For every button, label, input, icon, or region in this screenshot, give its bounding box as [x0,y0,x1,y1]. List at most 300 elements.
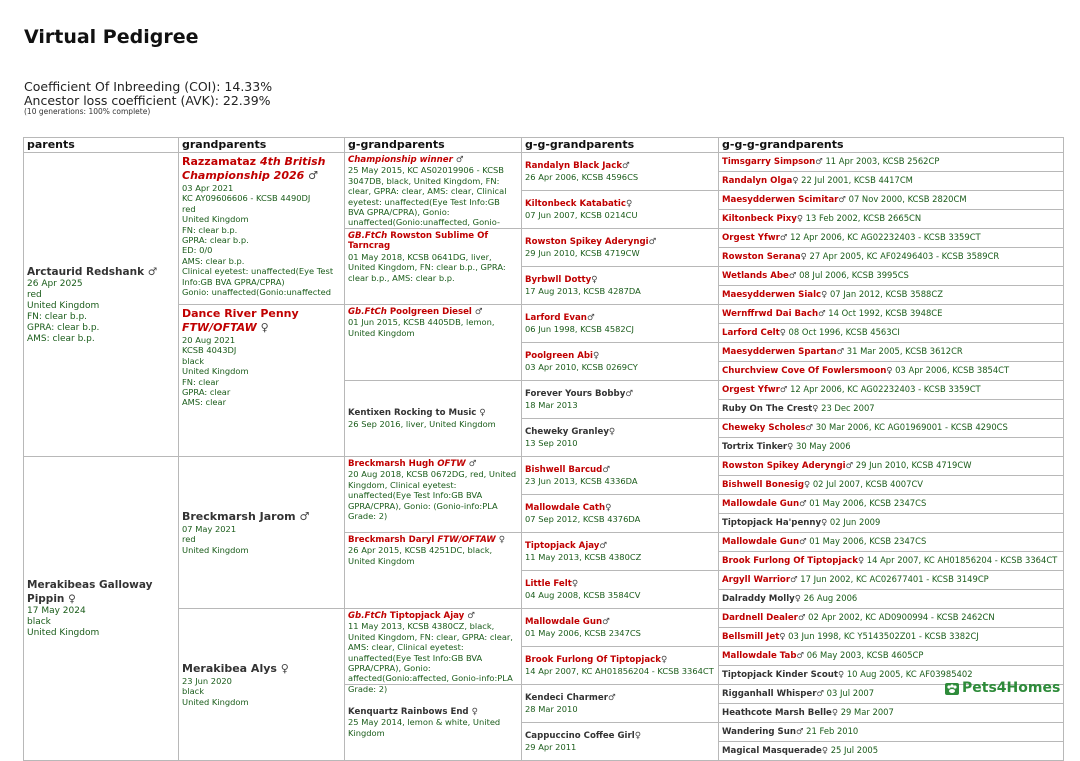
g-g-g-grandparent-cell [719,343,1064,362]
g-g-g-grandparent-block [719,305,1063,323]
g-grandparent-cell [345,153,522,229]
dog-name-link[interactable] [525,389,715,399]
g-g-g-grandparent-block [719,552,1063,570]
dog-details: 02 Jul 2007, KCSB 4007CV [812,479,924,489]
dog-name-link[interactable] [722,442,787,452]
dog-details: 08 Oct 1996, KCSB 4563CI [788,327,900,337]
dog-name-link[interactable] [722,309,818,319]
g-g-grandparent-cell [522,381,719,419]
sex-symbol: ♂ [474,307,483,317]
dog-name-link[interactable] [722,537,799,547]
sex-symbol: ♀ [660,655,668,666]
dog-name: Tiptopjack Ha'penny [722,518,822,528]
dog-name: Forever Yours Bobby [525,389,626,400]
dog-name: Kiltonbeck Katabatic [525,199,626,210]
dog-name-link[interactable] [722,480,804,490]
g-grandparent-block [345,457,521,523]
pedigree-row [24,457,1064,476]
dog-name-link[interactable] [722,157,815,167]
g-grandparent-cell [345,609,522,694]
dog-name: Kendeci Charmer [525,693,608,704]
g-g-grandparent-cell [522,495,719,533]
g-g-g-grandparent-block [719,191,1063,209]
g-g-g-grandparent-block [719,343,1063,361]
g-g-g-grandparent-cell [719,210,1064,229]
sex-symbol: ♂ [625,389,634,400]
dog-name-link[interactable] [182,510,341,524]
dog-name-link[interactable] [722,461,846,471]
dog-name-link[interactable] [722,290,821,300]
dog-name-link[interactable] [348,611,518,621]
dog-details: 06 Jun 1998, KCSB 4582CJ [525,323,634,334]
g-g-g-grandparent-block [719,590,1063,608]
dog-name: Tiptopjack Ajay [525,541,600,552]
dog-name-link[interactable] [348,707,518,717]
g-grandparent-block [345,153,521,228]
sex-symbol: ♀ [779,327,786,337]
dog-name: Mallowdale Cath [525,503,606,514]
sex-symbol: ♂ [308,169,319,182]
dog-name: Ruby On The Crest [722,404,813,414]
dog-name-link[interactable] [722,746,822,756]
dog-name: Mallowdale Tab [722,651,797,661]
sex-symbol: ♂ [599,541,608,552]
dog-details: 17 Jun 2002, KC AC02677401 - KCSB 3149CP [800,574,989,584]
dog-name: Wernffrwd Dai Bach [722,309,819,319]
g-g-grandparent-block [522,539,718,564]
g-g-grandparent-block [522,197,718,222]
g-g-g-grandparent-cell [719,305,1064,324]
dog-detail-line: United Kingdom [182,366,249,377]
dog-detail-line: black [27,617,51,627]
g-g-g-grandparent-cell [719,286,1064,305]
dog-name-link[interactable] [348,535,518,545]
dog-name-link[interactable] [525,731,715,741]
dog-details: 02 Jun 2009 [829,517,881,527]
dog-name: Kiltonbeck Pixy [722,214,797,224]
dog-detail-line: AMS: clear b.p. [182,255,245,266]
dog-name-link[interactable] [722,670,838,680]
g-grandparent-block [345,609,521,694]
g-g-g-grandparent-cell [719,438,1064,457]
dog-details: 14 Apr 2007, KC AH01856204 - KCSB 3364CT [866,555,1058,565]
dog-name-link[interactable] [722,404,812,414]
g-g-grandparent-cell [522,267,719,305]
sex-symbol: ♀ [605,503,612,514]
g-g-g-grandparent-cell [719,191,1064,210]
dog-name: Bellsmill Jet [722,632,780,642]
g-g-g-grandparent-block [719,419,1063,437]
dog-name-link[interactable] [722,195,838,205]
dog-details: 11 May 2013, KCSB 4380CZ, black, United Kingdom, FN: clear, GPRA: clear, AMS: clear, Clinical eyetest: unaffected(Eye Test Info:GB BVA GPRA/CPRA), Gonio: affected(Gonio:affected, Gonio-info:PLA Grade: 2) [348,621,513,694]
grandparent-cell [179,305,345,457]
g-grandparent-cell [345,457,522,533]
g-g-g-grandparent-cell [719,248,1064,267]
pets4homes-logo[interactable] [944,680,1060,696]
dog-name: Magical Masquerade [722,746,822,756]
g-g-grandparent-cell [522,191,719,229]
dog-details: 29 Jun 2010, KCSB 4719CW [855,460,972,470]
dog-name-link[interactable] [182,662,341,676]
g-g-grandparent-block [522,615,718,640]
dog-name: Rowston Spikey Aderyngi [525,237,649,248]
dog-details: 23 Jun 2013, KCSB 4336DA [525,475,638,486]
dog-details: 13 Sep 2010 [525,437,578,448]
dog-details: 13 Feb 2002, KCSB 2665CN [805,213,922,223]
dog-details: 11 May 2013, KCSB 4380CZ [525,551,642,562]
dog-name: Mallowdale Gun [722,499,800,509]
g-g-grandparent-block [522,463,718,488]
paw-icon [944,680,960,696]
pedigree-row [24,153,1064,172]
sex-symbol: ♂ [607,693,616,704]
g-g-g-grandparent-block [719,324,1063,342]
dog-prefix: GB.FtCh [348,231,388,241]
dog-name-link[interactable] [722,423,806,433]
dog-name-link[interactable] [27,265,175,279]
g-g-grandparent-block [522,729,718,754]
g-g-g-grandparent-cell [719,590,1064,609]
dog-details: 22 Jul 2001, KCSB 4417CM [801,175,913,185]
dog-details: 01 May 2006, KCSB 2347CS [525,627,641,638]
col-header-grandparents: grandparents [179,138,345,153]
dog-details: 01 Jun 2015, KCSB 4405DB, lemon, United Kingdom [348,317,495,338]
dog-details: 01 May 2018, KCSB 0641DG, liver, United Kingdom, FN: clear b.p., GPRA: clear b.p., AMS: clear b.p. [348,251,506,283]
dog-name-link[interactable] [525,427,715,437]
g-g-g-grandparent-block [719,647,1063,665]
g-g-grandparent-block [522,691,718,716]
dog-name-link[interactable] [348,155,518,165]
dog-details: 27 Apr 2005, KC AF02496403 - KCSB 3589CR [809,251,1000,261]
g-g-grandparent-cell [522,685,719,723]
parent-block [24,576,178,641]
g-g-g-grandparent-block [719,248,1063,266]
logo-text: Pets4Homes [962,680,1061,696]
dog-name-link[interactable] [722,613,798,623]
g-g-g-grandparent-block [719,438,1063,456]
grandparent-block [179,305,344,410]
g-g-g-grandparent-block [719,495,1063,513]
dog-details: 03 Jun 1998, KC Y5143502Z01 - KCSB 3382CJ [788,631,979,641]
dog-name-link[interactable] [525,541,715,551]
dog-name: Bishwell Bonesig [722,480,804,490]
dog-name-link[interactable] [525,313,715,323]
dog-name: Wetlands Abe [722,271,789,281]
sex-symbol: ♀ [792,175,799,185]
g-g-g-grandparent-block [719,286,1063,304]
dog-name: Byrbwll Dotty [525,275,592,286]
coi-text: Coefficient Of Inbreeding (COI): 14.33% [24,79,273,94]
g-g-g-grandparent-cell [719,647,1064,666]
sex-symbol: ♀ [886,365,893,375]
dog-name-link[interactable] [525,693,715,703]
pedigree-row [24,609,1064,628]
sex-symbol: ♂ [815,156,823,166]
sex-symbol: ♂ [586,313,595,324]
dog-details: 03 Jul 2007 [826,688,875,698]
dog-name-link[interactable] [525,655,715,665]
dog-title: OFTW [437,459,466,469]
dog-name: Wandering Sun [722,727,796,737]
col-header-g-grandparents: g-grandparents [345,138,522,153]
dog-name: Mallowdale Gun [722,537,800,547]
sex-symbol: ♂ [455,155,464,165]
g-grandparent-block [345,305,521,340]
grandparent-cell [179,609,345,761]
dog-name-link[interactable] [525,465,715,475]
dog-name-link[interactable] [722,271,789,281]
sex-symbol: ♀ [831,707,839,717]
dog-name-link[interactable] [348,307,518,317]
g-g-grandparent-block [522,577,718,602]
col-header-g-g-grandparents: g-g-grandparents [522,138,719,153]
dog-name-link[interactable] [722,328,780,338]
dog-name: Argyll Warrior [722,575,791,585]
dog-details: 12 Apr 2006, KC AG02232403 - KCSB 3359CT [790,384,981,394]
g-g-grandparent-block [522,387,718,412]
dog-details: 31 Mar 2005, KCSB 3612CR [846,346,963,356]
dog-name: Randalyn Black Jack [525,161,623,172]
dog-name-link[interactable] [182,307,341,335]
sex-symbol: ♀ [68,593,76,605]
dog-name: Breckmarsh Hugh [348,459,435,469]
dog-name-link[interactable] [348,231,518,252]
dog-name-link[interactable] [525,351,715,361]
sex-symbol: ♀ [796,213,803,223]
parent-cell [24,457,179,761]
g-g-grandparent-block [522,159,718,184]
dog-detail-line: Gonio: unaffected(Gonio:unaffected [182,287,331,298]
g-g-g-grandparent-cell [719,381,1064,400]
g-g-g-grandparent-block [719,628,1063,646]
dog-details: 07 Jun 2007, KCSB 0214CU [525,209,638,220]
dog-name-link[interactable] [182,155,341,183]
dog-name-link[interactable] [525,503,715,513]
sex-symbol: ♂ [779,384,788,394]
sex-symbol: ♀ [838,669,845,679]
dog-name-link[interactable] [722,632,779,642]
g-g-grandparent-block [522,273,718,298]
sex-symbol: ♂ [796,650,805,660]
dog-name: Tiptopjack Ajay [389,611,465,621]
dog-detail-line: 07 May 2021 [182,523,237,534]
g-g-g-grandparent-block [719,476,1063,494]
dog-details: 03 Apr 2010, KCSB 0269CY [525,361,638,372]
g-g-g-grandparent-cell [719,609,1064,628]
dog-detail-line: 03 Apr 2021 [182,183,234,193]
dog-detail-line: 23 Jun 2020 [182,675,232,686]
dog-name-link[interactable] [722,366,886,376]
dog-name-link[interactable] [722,176,792,186]
sex-symbol: ♂ [795,726,804,736]
pedigree-table [23,137,1064,761]
dog-details: 30 May 2006 [795,441,851,451]
g-grandparent-block [345,705,521,740]
sex-symbol: ♀ [625,199,633,210]
dog-details: 12 Apr 2006, KC AG02232403 - KCSB 3359CT [790,232,981,242]
dog-detail-line: 26 Apr 2025 [27,278,83,289]
dog-details: 07 Jan 2012, KCSB 3588CZ [829,289,943,299]
dog-name-link[interactable] [525,237,715,247]
g-g-g-grandparent-cell [719,571,1064,590]
dog-title: 4th British Championship 2026 [182,155,326,182]
g-g-g-grandparent-cell [719,742,1064,761]
sex-symbol: ♀ [591,275,598,286]
dog-detail-line: KCSB 4043DJ [182,345,237,356]
dog-detail-line: 20 Aug 2021 [182,335,236,345]
g-grandparent-block [345,229,521,285]
dog-details: 25 May 2014, lemon & white, United Kingdom [348,717,501,738]
dog-name-link[interactable] [722,518,821,528]
dog-detail-line: United Kingdom [182,214,249,225]
dog-name: Orgest Yfwr [722,385,780,395]
g-g-g-grandparent-block [719,514,1063,532]
dog-detail-line: GPRA: clear b.p. [27,322,100,333]
g-g-g-grandparent-cell [719,400,1064,419]
g-g-g-grandparent-block [719,457,1063,475]
sex-symbol: ♀ [804,479,811,489]
dog-name: Cheweky Scholes [722,423,806,433]
dog-details: 01 May 2006, KCSB 2347CS [809,536,927,546]
dog-name-link[interactable] [348,408,518,418]
sex-symbol: ♀ [800,251,807,261]
dog-name-link[interactable] [525,579,715,589]
g-g-g-grandparent-cell [719,457,1064,476]
dog-name: Dardnell Dealer [722,613,798,623]
dog-name-link[interactable] [722,233,780,243]
g-g-grandparent-block [522,311,718,336]
sex-symbol: ♂ [648,237,657,248]
dog-name: Poolgreen Abi [525,351,593,362]
sex-symbol: ♀ [471,706,478,717]
g-g-g-grandparent-block [719,742,1063,760]
g-g-g-grandparent-cell [719,533,1064,552]
dog-name: Cappuccino Coffee Girl [525,731,635,742]
dog-name: Cheweky Granley [525,427,609,438]
dog-name-link[interactable] [525,617,715,627]
g-g-g-grandparent-block [719,571,1063,589]
dog-detail-line: FN: clear b.p. [27,311,88,322]
dog-name-link[interactable] [722,385,780,395]
sex-symbol: ♀ [280,661,289,675]
dog-details: 11 Apr 2003, KCSB 2562CP [825,156,940,166]
dog-details: 26 Aug 2006 [803,593,858,603]
g-g-grandparent-block [522,349,718,374]
grandparent-cell [179,153,345,305]
dog-details: 21 Feb 2010 [806,726,859,736]
g-g-g-grandparent-cell [719,476,1064,495]
g-g-grandparent-cell [522,229,719,267]
dog-name-link[interactable] [722,727,796,737]
dog-details: 26 Apr 2015, KCSB 4251DC, black, United Kingdom [348,545,493,566]
sex-symbol: ♀ [821,517,828,527]
dog-details: 26 Sep 2016, liver, United Kingdom [348,418,496,429]
dog-detail-line: AMS: clear [182,397,227,408]
dog-detail-line: red [182,534,196,545]
sex-symbol: ♀ [821,289,828,299]
dog-name: Maesydderwen Scimitar [722,195,839,205]
dog-name-link[interactable] [27,578,175,606]
dog-name-link[interactable] [722,689,816,699]
dog-name-link[interactable] [722,214,797,224]
header-row [24,138,1064,153]
g-grandparent-cell [345,229,522,305]
dog-detail-line: United Kingdom [27,300,100,311]
dog-name-link[interactable] [722,594,795,604]
g-g-grandparent-block [522,501,718,526]
dog-name: Brook Furlong Of Tiptopjack [525,655,661,666]
g-g-g-grandparent-block [719,400,1063,418]
dog-name: Kentixen Rocking to Music [348,408,477,419]
g-g-g-grandparent-cell [719,153,1064,172]
dog-name-link[interactable] [722,651,797,661]
avk-text: Ancestor loss coefficient (AVK): 22.39% [24,93,271,108]
generations-note: (10 generations: 100% complete) [24,107,151,116]
g-g-grandparent-cell [522,609,719,647]
dog-name: Kenquartz Rainbows End [348,706,469,717]
g-g-g-grandparent-cell [719,628,1064,647]
g-g-g-grandparent-cell [719,514,1064,533]
dog-name-link[interactable] [722,556,858,566]
sex-symbol: ♂ [799,498,807,508]
dog-name: Merakibea Alys [182,661,277,675]
dog-name: Breckmarsh Jarom [182,509,296,523]
g-g-g-grandparent-block [719,210,1063,228]
col-header-parents: parents [24,138,179,153]
g-g-g-grandparent-block [719,381,1063,399]
g-g-grandparent-cell [522,153,719,191]
dog-details: 18 Mar 2013 [525,399,578,410]
dog-name-link[interactable] [722,347,837,357]
sex-symbol: ♀ [260,321,269,334]
dog-name: Dance River Penny [182,307,299,320]
dog-name: Mallowdale Gun [525,617,603,628]
sex-symbol: ♂ [147,265,158,278]
dog-name: Tortrix Tinker [722,442,788,452]
sex-symbol: ♂ [816,688,824,698]
col-header-g-g-g-grandparents: g-g-g-grandparents [719,138,1064,153]
dog-detail-line: ED: 0/0 [182,245,213,256]
sex-symbol: ♂ [299,509,310,523]
dog-name: Rowston Sublime Of Tarncrag [348,231,489,252]
dog-name-link[interactable] [722,708,832,718]
dog-detail-line: AMS: clear b.p. [27,333,95,344]
g-g-grandparent-cell [522,419,719,457]
dog-name-link[interactable] [525,161,715,171]
g-g-g-grandparent-block [719,267,1063,285]
g-grandparent-cell [345,381,522,457]
dog-detail-line: 17 May 2024 [27,606,86,616]
sex-symbol: ♂ [818,308,826,318]
dog-details: 06 May 2003, KCSB 4605CP [806,650,924,660]
dog-name: Poolgreen Diesel [389,307,472,317]
dog-name: Breckmarsh Daryl [348,535,435,545]
dog-name-link[interactable] [348,459,518,469]
dog-name: Larford Celt [722,328,780,338]
sex-symbol: ♀ [779,631,786,641]
dog-name-link[interactable] [525,275,715,285]
sex-symbol: ♂ [779,232,788,242]
g-g-g-grandparent-cell [719,324,1064,343]
g-g-grandparent-cell [522,571,719,609]
dog-name-link[interactable] [525,199,715,209]
dog-name-link[interactable] [722,575,790,585]
dog-name-link[interactable] [722,499,799,509]
grandparent-block [179,660,344,709]
dog-name-link[interactable] [722,252,801,262]
sex-symbol: ♀ [857,555,865,565]
dog-name: Rowston Spikey Aderyngi [722,461,846,471]
